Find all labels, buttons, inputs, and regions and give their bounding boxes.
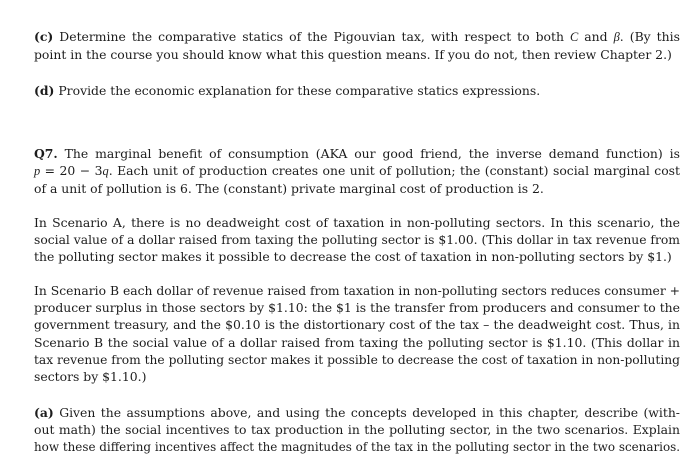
eq-p: p [34, 164, 41, 179]
q7-line-2: . Each unit of production creates one unit of pollution; the (constant) social marginal cost [108, 163, 680, 179]
var-c: C [570, 30, 579, 44]
eq-rest: = 20 − 3 [40, 163, 103, 179]
part-a-label: (a) [34, 405, 54, 420]
part-c-paragraph [34, 28, 680, 63]
part-d-text: Provide the economic explanation for these comparative statics expressions. [58, 83, 541, 98]
scenario-b-line-3: government treasury, and the $0.10 is the distortionary cost of the tax – the deadweight cost. Thus, in [34, 317, 680, 333]
scenario-a-line-2: social value of a dollar raised from taxing the polluting sector is $1.00. (This dollar in tax revenue from [34, 232, 681, 248]
q7-paragraph [34, 145, 680, 198]
scenario-b-line-2: producer surplus in those sectors by $1.10: the $1 is the transfer from producers and consumer to the [34, 300, 680, 316]
q7-line-3: of a unit of pollution is 6. The (constant) private marginal cost of production is 2. [34, 181, 544, 197]
eq-q: q [102, 164, 109, 179]
q7-label: Q7. [34, 146, 58, 161]
scenario-b-line-5: tax revenue from the polluting sector makes it possible to decrease the cost of taxation in non-polluting [34, 351, 681, 367]
part-a-line-3: how these differing incentives affect the magnitudes of the tax in the polluting sector in the two scenarios. [34, 439, 681, 455]
scenario-b-line-4: Scenario B the social value of a dollar raised from taxing the polluting sector is $1.10. (This dollar in [34, 334, 680, 350]
scenario-a-paragraph [34, 214, 680, 266]
scenario-a-line-1: In Scenario A, there is no deadweight cost of taxation in non-polluting sectors. In this scenario, the [34, 215, 680, 230]
scenario-b-paragraph [34, 282, 680, 385]
part-a-line-2: out math) the social incentives to tax production in the polluting sector, in the two scenarios. Explain [34, 422, 680, 438]
scenario-b-line-6: sectors by $1.10.) [34, 369, 147, 385]
part-a-line-1: Given the assumptions above, and using the concepts developed in this chapter, describe (with- [59, 405, 680, 420]
part-d-label: (d) [34, 83, 55, 98]
part-a-paragraph [34, 404, 680, 456]
part-c-text: Determine the comparative statics of the Pigouvian tax, with respect to both [59, 29, 564, 44]
part-c-label: (c) [34, 29, 54, 44]
part-d-paragraph [34, 82, 680, 99]
part-c-and: and [584, 29, 608, 44]
part-c-text-3: point in the course you should know what this question means. If you do not, then review Chapter 2.) [34, 47, 672, 63]
scenario-b-line-1: In Scenario B each dollar of revenue raised from taxation in non-polluting sectors reduces consumer + [34, 283, 681, 298]
q7-line-1: The marginal benefit of consumption (AKA our good friend, the inverse demand function) is [64, 146, 680, 161]
part-c-text-2: . (By this [619, 29, 680, 44]
scenario-a-line-3: the polluting sector makes it possible to decrease the cost of taxation in non-polluting sectors by $1.) [34, 249, 672, 265]
var-beta: β [613, 30, 620, 44]
